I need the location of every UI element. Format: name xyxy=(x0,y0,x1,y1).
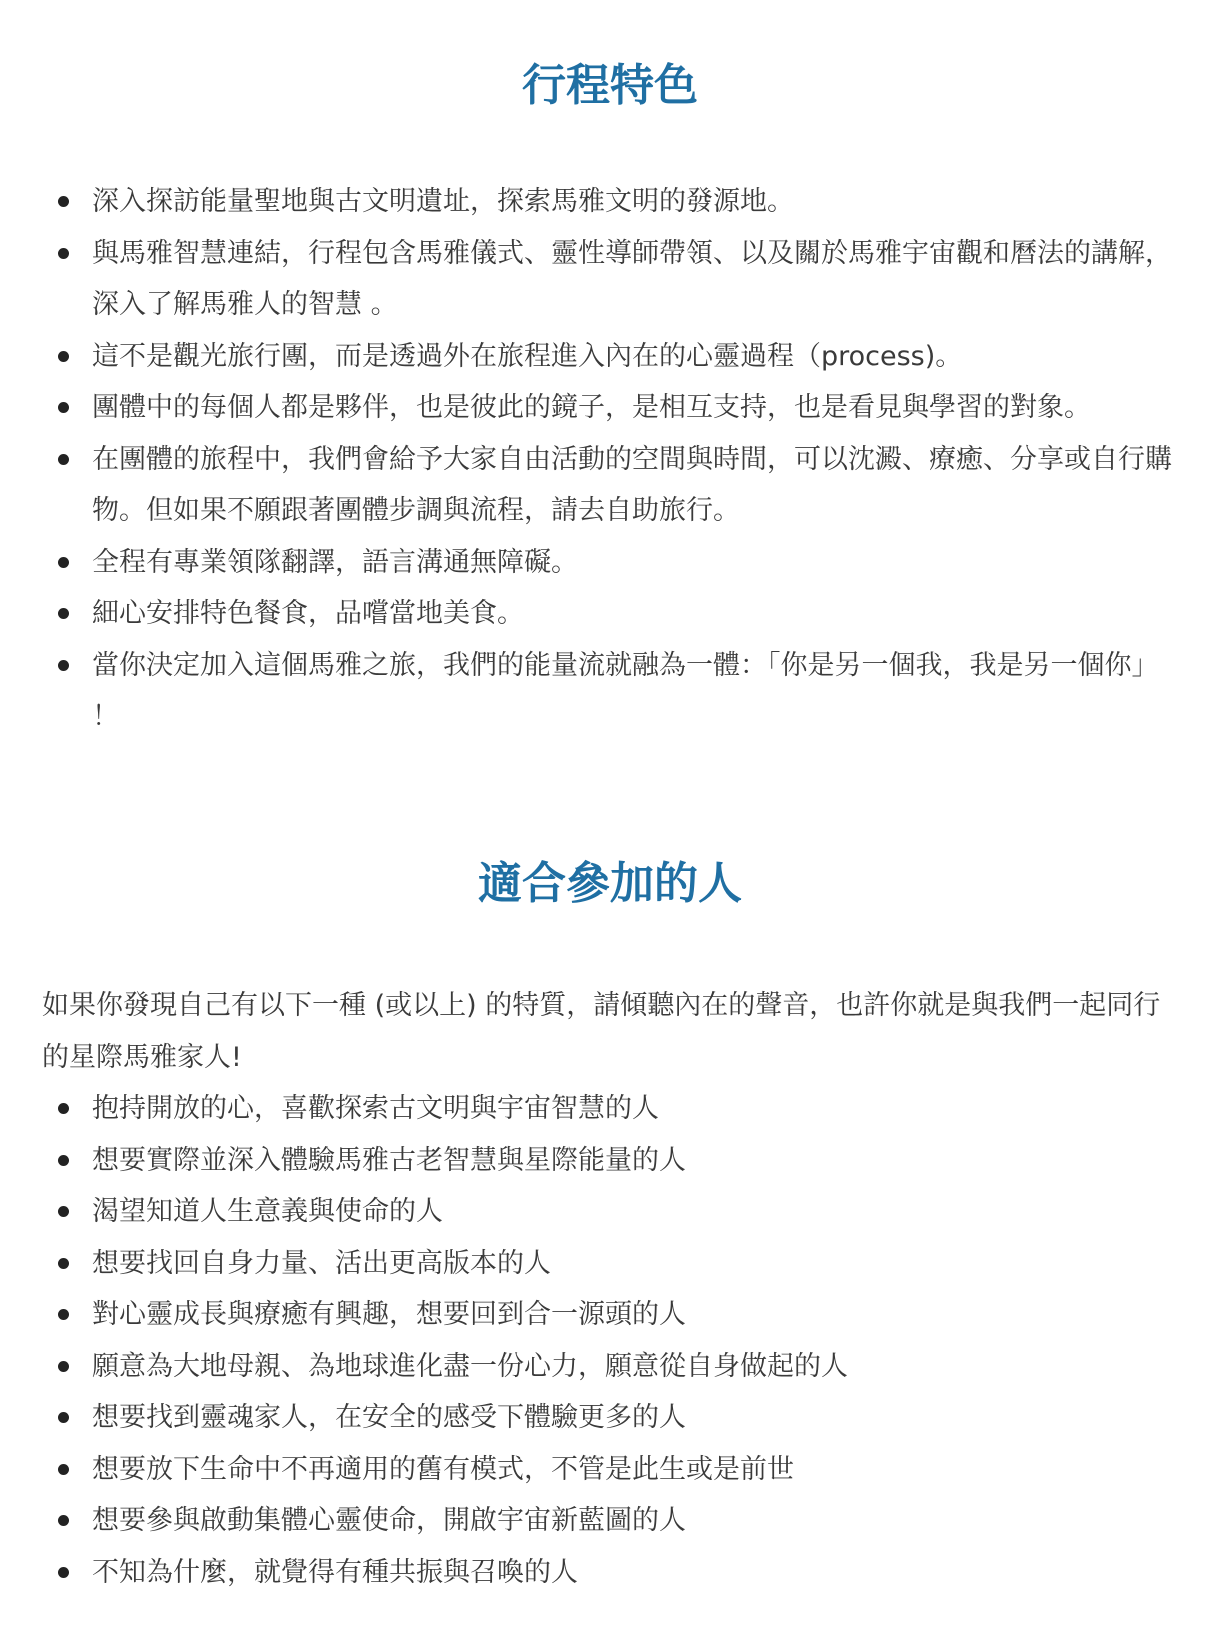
bullet-icon xyxy=(58,1258,69,1269)
bullet-icon xyxy=(58,402,69,413)
list-item xyxy=(52,1135,1182,1187)
list-item-text: 在團體的旅程中，我們會給予大家自由活動的空間與時間，可以沈澱、療癒、分享或自行購物。但如果不願跟著團體步調與流程，請去自助旅行。 xyxy=(92,443,1172,526)
bullet-icon xyxy=(58,557,69,568)
list-item-text: 想要找回自身力量、活出更高版本的人 xyxy=(92,1247,551,1279)
list-item xyxy=(52,1186,1182,1238)
bullet-icon xyxy=(58,1464,69,1475)
list-item xyxy=(52,1238,1182,1290)
list-item-text: 與馬雅智慧連結，行程包含馬雅儀式、靈性導師帶領、以及關於馬雅宇宙觀和曆法的講解，深入了解馬雅人的智慧 。 xyxy=(92,237,1172,320)
bullet-icon xyxy=(58,196,69,207)
section-title-features: 行程特色 xyxy=(522,60,698,111)
bullet-icon xyxy=(58,1412,69,1423)
list-item xyxy=(52,1341,1182,1393)
list-item xyxy=(52,176,1182,228)
bullet-icon xyxy=(58,1361,69,1372)
list-item xyxy=(52,228,1182,331)
list-item-text: 不知為什麼，就覺得有種共振與召喚的人 xyxy=(92,1556,578,1588)
list-item xyxy=(52,331,1182,383)
features-list xyxy=(52,176,1182,743)
list-item xyxy=(52,1444,1182,1496)
bullet-icon xyxy=(58,1103,69,1114)
list-item-text: 想要找到靈魂家人，在安全的感受下體驗更多的人 xyxy=(92,1402,686,1433)
list-item-text: 當你決定加入這個馬雅之旅，我們的能量流就融為一體：「你是另一個我，我是另一個你」 ！ xyxy=(92,649,1159,732)
list-item xyxy=(52,640,1182,743)
list-item-text: 想要參與啟動集體心靈使命，開啟宇宙新藍圖的人 xyxy=(92,1505,686,1536)
bullet-icon xyxy=(58,351,69,362)
list-item-text: 對心靈成長與療癒有興趣，想要回到合一源頭的人 xyxy=(92,1299,686,1330)
list-item-text: 想要實際並深入體驗馬雅古老智慧與星際能量的人 xyxy=(92,1144,686,1176)
list-item-text: 願意為大地母親、為地球進化盡一份心力，願意從自身做起的人 xyxy=(92,1350,848,1382)
bullet-icon xyxy=(58,1206,69,1217)
bullet-icon xyxy=(58,1155,69,1166)
bullet-icon xyxy=(58,1515,69,1526)
list-item-text: 團體中的每個人都是夥伴，也是彼此的鏡子，是相互支持，也是看見與學習的對象。 xyxy=(92,392,1091,423)
section-title-suitable: 適合參加的人 xyxy=(478,858,742,909)
bullet-icon xyxy=(58,1567,69,1578)
list-item xyxy=(52,1547,1182,1599)
list-item xyxy=(52,1392,1182,1444)
list-item-text: 全程有專業領隊翻譯，語言溝通無障礙。 xyxy=(92,546,578,578)
list-item xyxy=(52,1289,1182,1341)
intro-paragraph: 如果你發現自己有以下一種 (或以上) 的特質，請傾聽內在的聲音，也許你就是與我們一起同行的星際馬雅家人! xyxy=(42,990,1161,1073)
bullet-icon xyxy=(58,608,69,619)
list-item xyxy=(52,537,1182,589)
bullet-icon xyxy=(58,660,69,671)
list-item-text: 想要放下生命中不再適用的舊有模式，不管是此生或是前世 xyxy=(92,1453,794,1485)
list-item-text: 渴望知道人生意義與使命的人 xyxy=(92,1196,443,1227)
bullet-icon xyxy=(58,1309,69,1320)
list-item xyxy=(52,382,1182,434)
list-item xyxy=(52,434,1182,537)
list-item-text: 這不是觀光旅行團，而是透過外在旅程進入內在的心靈過程（process)。 xyxy=(92,340,963,372)
list-item-text: 深入探訪能量聖地與古文明遺址，探索馬雅文明的發源地。 xyxy=(92,186,794,217)
list-item xyxy=(52,1495,1182,1547)
list-item-text: 抱持開放的心，喜歡探索古文明與宇宙智慧的人 xyxy=(92,1093,659,1124)
list-item xyxy=(52,588,1182,640)
bullet-icon xyxy=(58,248,69,259)
list-item xyxy=(52,1083,1182,1135)
suitable-list xyxy=(52,1083,1182,1598)
bullet-icon xyxy=(58,454,69,465)
list-item-text: 細心安排特色餐食，品嚐當地美食。 xyxy=(92,598,524,629)
